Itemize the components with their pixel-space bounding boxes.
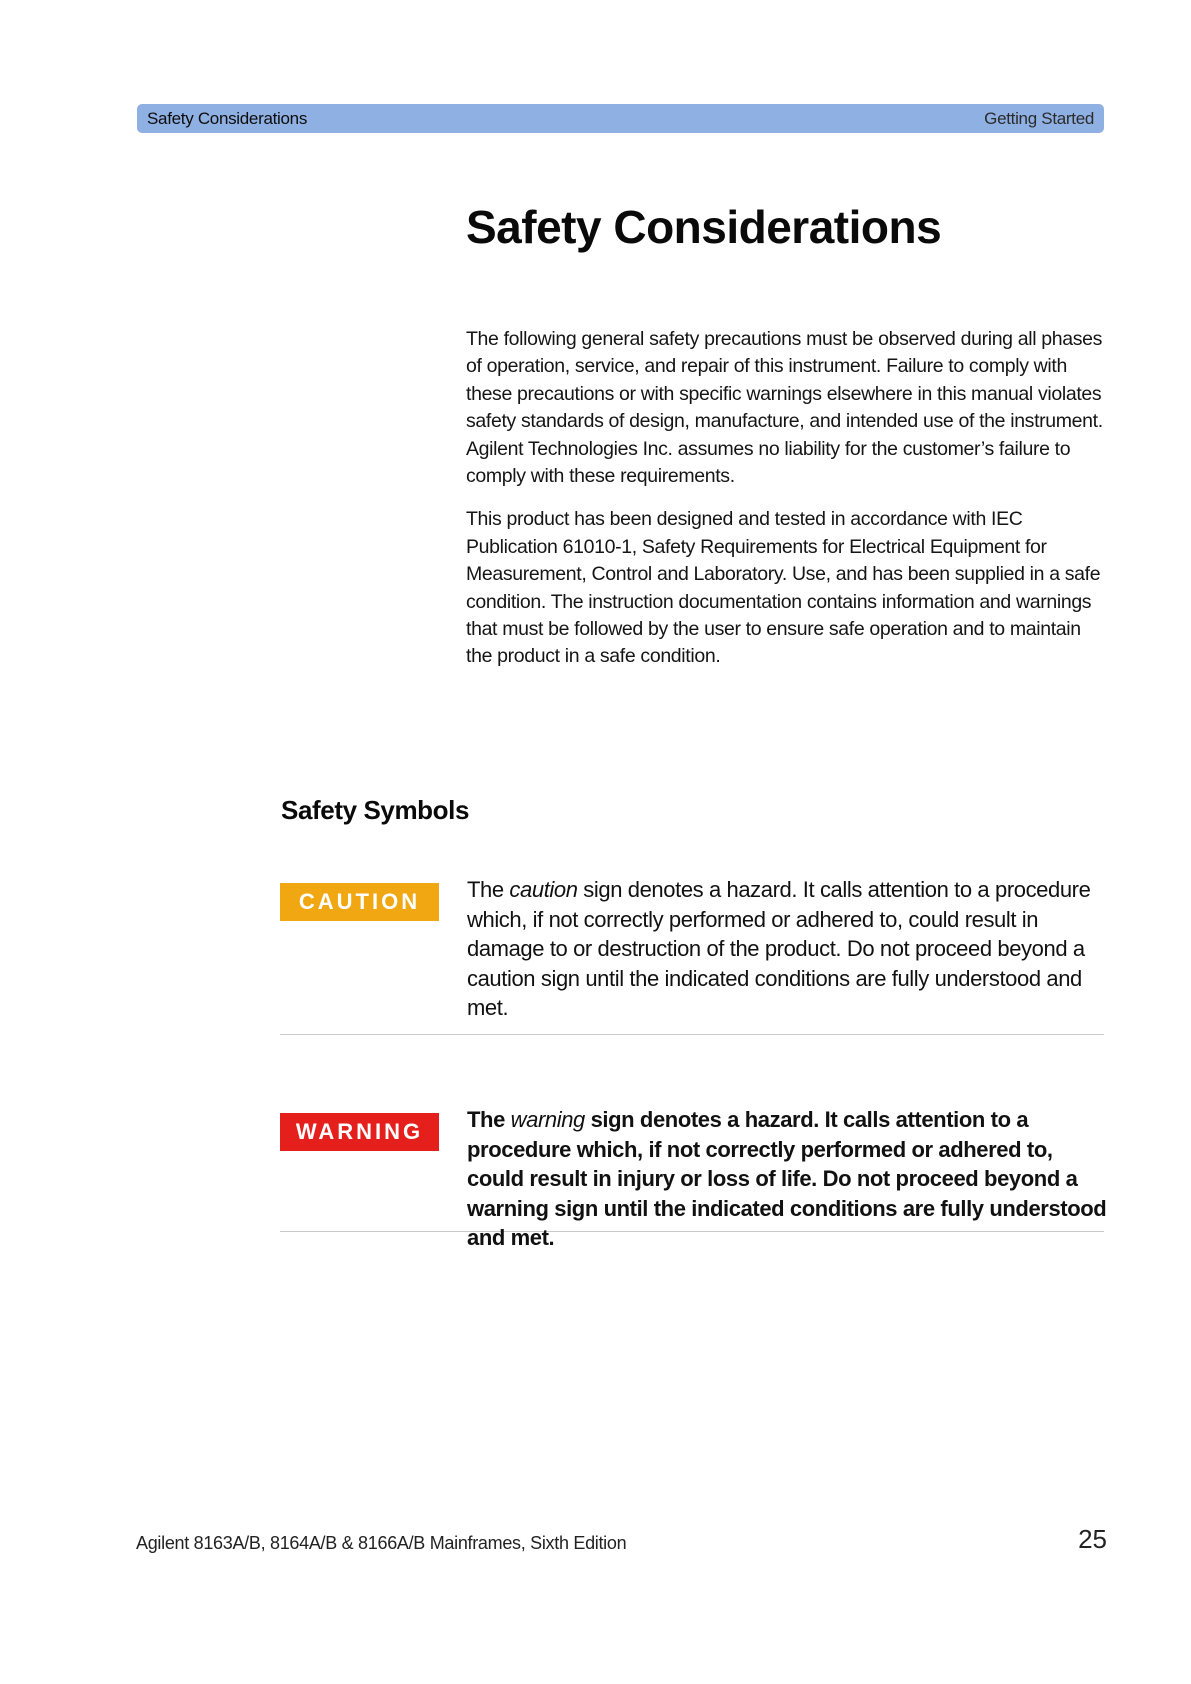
page-number: 25 xyxy=(1078,1524,1107,1554)
page-title: Safety Considerations xyxy=(466,201,942,253)
header-chapter-title: Getting Started xyxy=(984,108,1094,128)
warning-keyword: warning xyxy=(510,1107,585,1132)
footer-document-title: Agilent 8163A/B, 8164A/B & 8166A/B Mainframes, Sixth Edition xyxy=(136,1533,627,1553)
running-header xyxy=(137,104,1104,133)
section-title-safety-symbols: Safety Symbols xyxy=(281,795,470,825)
caution-text-before: The xyxy=(467,877,510,902)
caution-row xyxy=(280,875,1104,1035)
caution-keyword: caution xyxy=(509,877,578,902)
header-section-title: Safety Considerations xyxy=(147,108,308,128)
caution-badge: CAUTION xyxy=(280,883,439,921)
warning-text-before: The xyxy=(467,1107,511,1132)
warning-row xyxy=(280,1105,1107,1250)
warning-text-after: sign denotes a hazard. It calls attention to a procedure which, if not correctly performed or adhered to, could result in injury or loss of life. Do not proceed beyond a warning sign until the indicated conditions are fully understood and met. xyxy=(467,1107,1107,1250)
caution-description xyxy=(467,875,1107,1023)
intro-paragraph-2: This product has been designed and tested in accordance with IEC Publication 61010-1, Safety Requirements for Electrical Equipment for Measurement, Control and Laboratory. Use, and has been supplied in a safe condition. The instruction documentation contains information and warnings that must be followed by the user to ensure safe operation and to maintain the product in a safe condition. xyxy=(466,508,1101,668)
warning-description xyxy=(467,1105,1107,1253)
intro-paragraph-1: The following general safety precautions must be observed during all phases of operation, service, and repair of this instrument. Failure to comply with these precautions or with specific warnings elsewhere in this manual violates safety standards of design, manufacture, and intended use of the instrument. Agilent Technologies Inc. assumes no liability for the customer’s failure to comply with these requirements. xyxy=(466,328,1103,488)
intro-text xyxy=(466,326,1106,687)
caution-text-after: sign denotes a hazard. It calls attention to a procedure which, if not correctly performed or adhered to, could result in damage to or destruction of the product. Do not proceed beyond a caution sign until the indicated conditions are fully understood and met. xyxy=(467,877,1091,1020)
warning-badge: WARNING xyxy=(280,1113,439,1151)
